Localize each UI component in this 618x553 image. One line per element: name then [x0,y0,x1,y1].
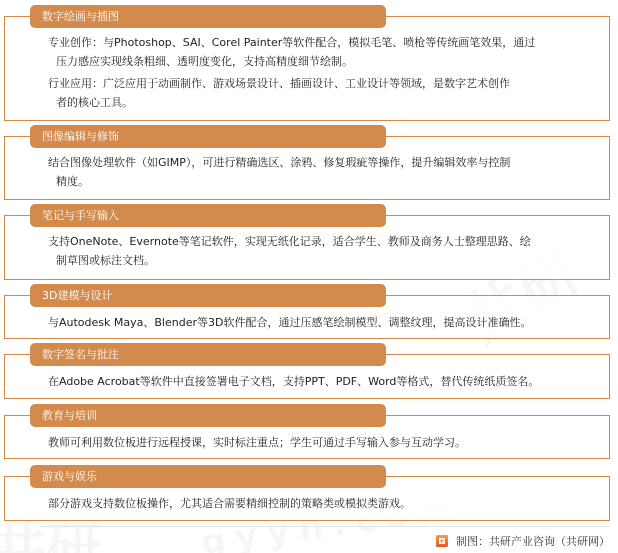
section-header: 图像编辑与修饰 [30,125,386,148]
section-header: 数字绘画与插图 [30,5,386,28]
section-digital-painting [4,5,610,121]
paragraph [48,372,570,391]
section-header: 数字签名与批注 [30,343,386,366]
paragraph-line-continued: 制草图或标注文档。 [56,254,155,267]
paragraph-line: 支持OneNote、Evernote等笔记软件，实现无纸化记录，适合学生、教师及商务人士整理思路、绘 [48,235,531,248]
section-body [48,313,570,335]
section-header: 教育与培训 [30,404,386,427]
paragraph-line-continued: 压力感应实现线条粗细、透明度变化，支持高精度细节绘制。 [56,55,353,68]
section-gaming-entertainment [4,465,610,521]
section-body [48,494,570,516]
footer-credit: 制图：共研产业咨询（共研网） [456,535,610,548]
paragraph-line: 部分游戏支持数位板操作，尤其适合需要精细控制的策略类或模拟类游戏。 [48,497,411,510]
section-header: 笔记与手写输入 [30,204,386,227]
footer [436,532,610,550]
paragraph-line: 行业应用：广泛应用于动画制作、游戏场景设计、插画设计、工业设计等领域，是数字艺术创作 [48,77,510,90]
paragraph-line-continued: 精度。 [56,175,89,188]
gongyan-logo-icon [436,535,448,547]
section-body [48,232,570,273]
section-3d-modeling [4,284,610,339]
paragraph-line: 教师可利用数位板进行远程授课，实时标注重点；学生可通过手写输入参与互动学习。 [48,436,466,449]
paragraph-line-continued: 者的核心工具。 [56,96,133,109]
paragraph-line: 专业创作：与Photoshop、SAI、Corel Painter等软件配合，模拟毛笔、喷枪等传统画笔效果，通过 [48,36,536,49]
section-body [48,33,570,115]
paragraph [48,232,570,270]
paragraph [48,153,570,191]
section-image-editing [4,125,610,200]
paragraph [48,313,570,332]
section-body [48,433,570,455]
paragraph-line: 在Adobe Acrobat等软件中直接签署电子文档，支持PPT、PDF、Word等格式，替代传统纸质签名。 [48,375,540,388]
footer-divider [40,526,610,527]
paragraph [48,494,570,513]
section-notes-handwriting [4,204,610,280]
section-header: 3D建模与设计 [30,284,386,307]
section-education-training [4,404,610,459]
section-digital-signature [4,343,610,399]
section-body [48,153,570,194]
paragraph-line: 与Autodesk Maya、Blender等3D软件配合，通过压感笔绘制模型、调整纹理，提高设计准确性。 [48,316,532,329]
paragraph-line: 结合图像处理软件（如GIMP），可进行精确选区、涂鸦、修复瑕疵等操作，提升编辑效率与控制 [48,156,511,169]
paragraph [48,433,570,452]
section-header: 游戏与娱乐 [30,465,386,488]
paragraph [48,74,570,112]
section-body [48,372,570,394]
paragraph [48,33,570,71]
